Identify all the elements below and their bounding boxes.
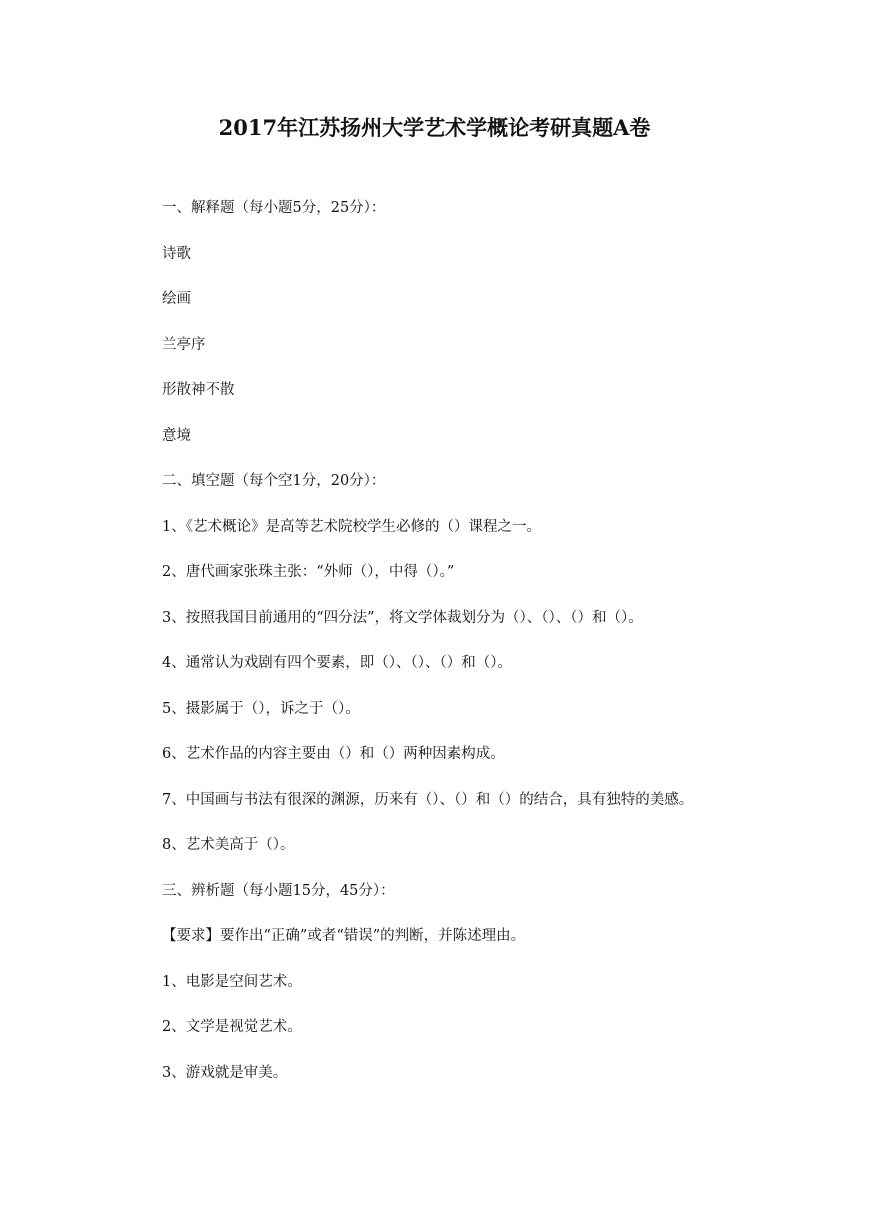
question-item: 8、艺术美高于（）。 [162,837,295,853]
question-item: 2、文学是视觉艺术。 [162,1019,302,1035]
question-item: 7、中国画与书法有很深的渊源，历来有（）、（）和（）的结合，具有独特的美感。 [162,791,694,808]
term-item: 兰亭序 [162,336,206,353]
term-item: 意境 [162,427,191,444]
question-item: 1、电影是空间艺术。 [162,973,302,990]
section-heading-explanation: 一、解释题（每小题5分，25分）： [162,200,386,216]
question-item: 6、艺术作品的内容主要由（）和（）两种因素构成。 [162,746,505,762]
document-body [162,197,812,1107]
section-heading-fill-blank: 二、填空题（每个空1分，20分）： [162,473,386,489]
question-item: 4、通常认为戏剧有四个要素，即（）、（）、（）和（）。 [162,655,512,671]
question-item: 2、唐代画家张珠主张：“外师（），中得（）。” [162,564,455,580]
question-item: 3、按照我国目前通用的“四分法”，将文学体裁划分为（）、（）、（）和（）。 [162,609,643,626]
question-item: 3、游戏就是审美。 [162,1064,288,1081]
section-heading-analysis: 三、辨析题（每小题15分，45分）： [162,882,395,899]
question-item: 1、《艺术概论》是高等艺术院校学生必修的（）课程之一。 [162,518,541,535]
question-item: 5、摄影属于（），诉之于（）。 [162,700,360,717]
term-item: 诗歌 [162,245,191,262]
document-title: 2017年江苏扬州大学艺术学概论考研真题A卷 [218,115,651,140]
term-item: 绘画 [162,291,191,307]
requirement-note: 【要求】要作出“正确”或者“错误”的判断，并陈述理由。 [162,928,526,944]
term-item: 形散神不散 [162,382,235,398]
